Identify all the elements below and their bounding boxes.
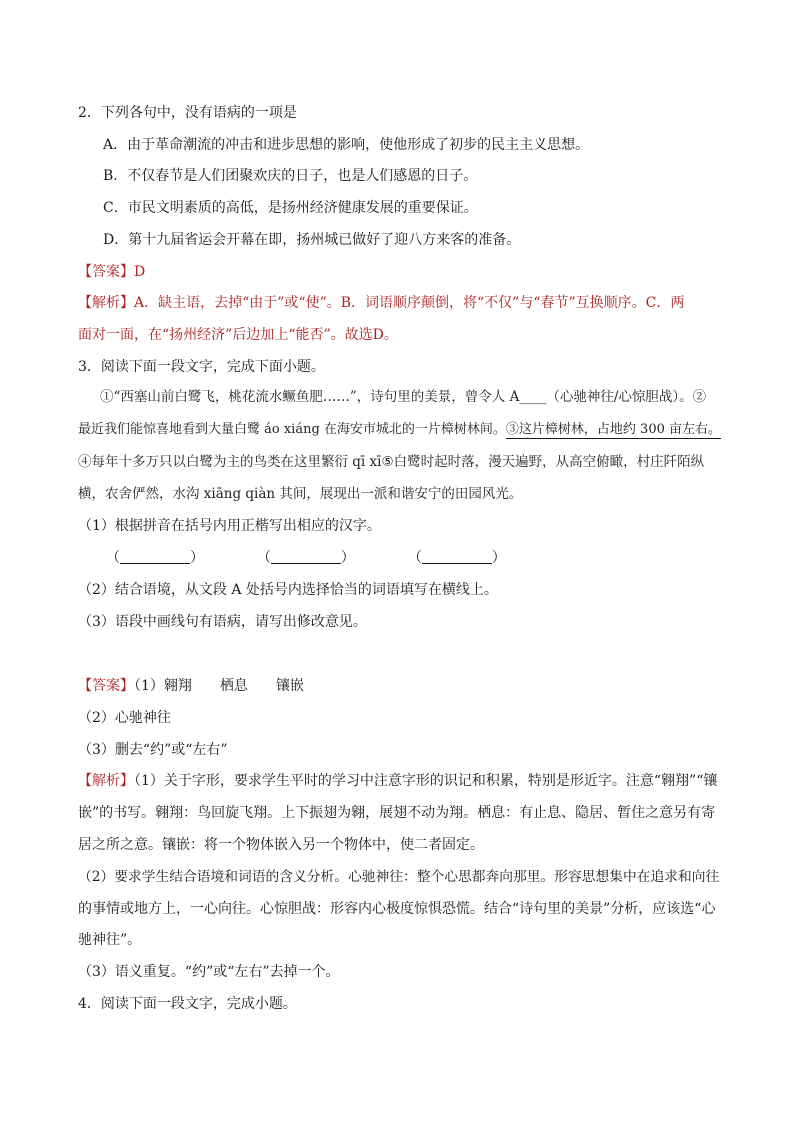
blank-line-2 xyxy=(271,549,341,564)
q3-answer-line-1 xyxy=(78,676,304,696)
blank-line-1 xyxy=(120,549,190,564)
blank-open-3: （ xyxy=(407,550,422,566)
q3-sub-question-1: （1）根据拼音在括号内用正楷写出相应的汉字。 xyxy=(78,518,381,534)
blank-open-2: （ xyxy=(256,550,271,566)
q3-passage-line-4: 横，农舍俨然，水沟 xiāng qiàn 其间，展现出一派和谐安宁的田园风光。 xyxy=(78,486,523,502)
q2-option-c: C．市民文明素质的高低，是扬州经济健康发展的重要保证。 xyxy=(103,200,478,216)
blank-close-2: ） xyxy=(340,550,355,566)
blank-close-3: ） xyxy=(491,550,506,566)
q3-analysis-tag: 【解析】 xyxy=(78,773,134,789)
q3-answer-text-1: （1）翱翔 栖息 镶嵌 xyxy=(134,678,304,694)
q2-option-b: B．不仅春节是人们团聚欢庆的日子，也是人们感恩的日子。 xyxy=(103,168,478,184)
q3-answer-line-2: （2）心驰神往 xyxy=(78,710,171,726)
q3-analysis-line-7: （3）语义重复。“约”或“左右”去掉一个。 xyxy=(78,964,340,980)
q2-answer: 【答案】D xyxy=(78,264,146,280)
q3-analysis-line-5: 的事情或地方上，一心向往。心惊胆战：形容内心极度惊惧恐慌。结合“诗句里的美景”分析，应该选“心 xyxy=(78,901,716,917)
q3-answer-tag: 【答案】 xyxy=(78,678,134,694)
blank-close-1: ） xyxy=(190,550,204,566)
q2-option-a: A．由于革命潮流的冲击和进步思想的影响，使他形成了初步的民主主义思想。 xyxy=(103,137,590,153)
q3-passage-plain: 最近我们能惊喜地看到大量白鹭 áo xiáng 在海安市城北的一片樟树林间。 xyxy=(78,422,506,437)
q3-sub-question-2: （2）结合语境，从文段 A 处括号内选择恰当的词语填写在横线上。 xyxy=(78,582,498,598)
q2-option-d: D．第十九届省运会开幕在即，扬州城已做好了迎八方来客的准备。 xyxy=(103,232,521,248)
q2-analysis-line-2: 面对一面，在“扬州经济”后边加上“能否”。故选D。 xyxy=(78,327,398,343)
q3-analysis-line-4: （2）要求学生结合语境和词语的含义分析。心驰神往：整个心思都奔向那里。形容思想集中在追求和向往 xyxy=(78,869,720,885)
q3-passage-line-3: ④每年十多万只以白鹭为主的鸟类在这里繁衍 qī xī⑤白鹭时起时落，漫天遍野，从高空俯瞰，村庄阡陌纵 xyxy=(78,454,705,470)
blank-line-3 xyxy=(422,549,492,564)
q3-analysis-line-6: 驰神往”。 xyxy=(78,932,142,948)
q4-stem: 4．阅读下面一段文字，完成小题。 xyxy=(78,996,297,1012)
q3-passage-line-2 xyxy=(78,420,721,440)
q3-analysis-line-2: 嵌”的书写。翱翔：鸟回旋飞翔。上下振翅为翱，展翅不动为翔。栖息：有止息、隐居、暂住之意另有寄 xyxy=(78,805,716,821)
q3-sub-question-3: （3）语段中画线句有语病，请写出修改意见。 xyxy=(78,614,367,630)
q2-stem: 2．下列各句中，没有语病的一项是 xyxy=(78,105,297,121)
q3-answer-blanks xyxy=(106,548,506,568)
q3-passage-underlined-sentence: ③这片樟树林，占地约 300 亩左右。 xyxy=(505,422,721,437)
q3-analysis-line-1 xyxy=(78,771,717,791)
q3-analysis-line-3: 居之所之意。镶嵌：将一个物体嵌入另一个物体中，使二者固定。 xyxy=(78,837,484,853)
q3-passage-line-1: ①“西塞山前白鹭飞，桃花流水鳜鱼肥……”，诗句里的美景，曾令人 A____（心驰神往/心惊胆战）。② xyxy=(100,389,707,405)
q3-stem: 3．阅读下面一段文字，完成下面小题。 xyxy=(78,359,325,375)
blank-open-1: （ xyxy=(106,550,120,566)
q2-analysis-line-1: 【解析】A．缺主语，去掉“由于”或“使”。B．词语顺序颠倒，将“不仅”与“春节”互换顺序。C．两 xyxy=(78,295,685,311)
q3-answer-line-3: （3）删去“约”或“左右” xyxy=(78,742,228,758)
q3-analysis-text-1: （1）关于字形，要求学生平时的学习中注意字形的识记和积累，特别是形近字。注意“翱翔”“镶 xyxy=(134,773,718,789)
